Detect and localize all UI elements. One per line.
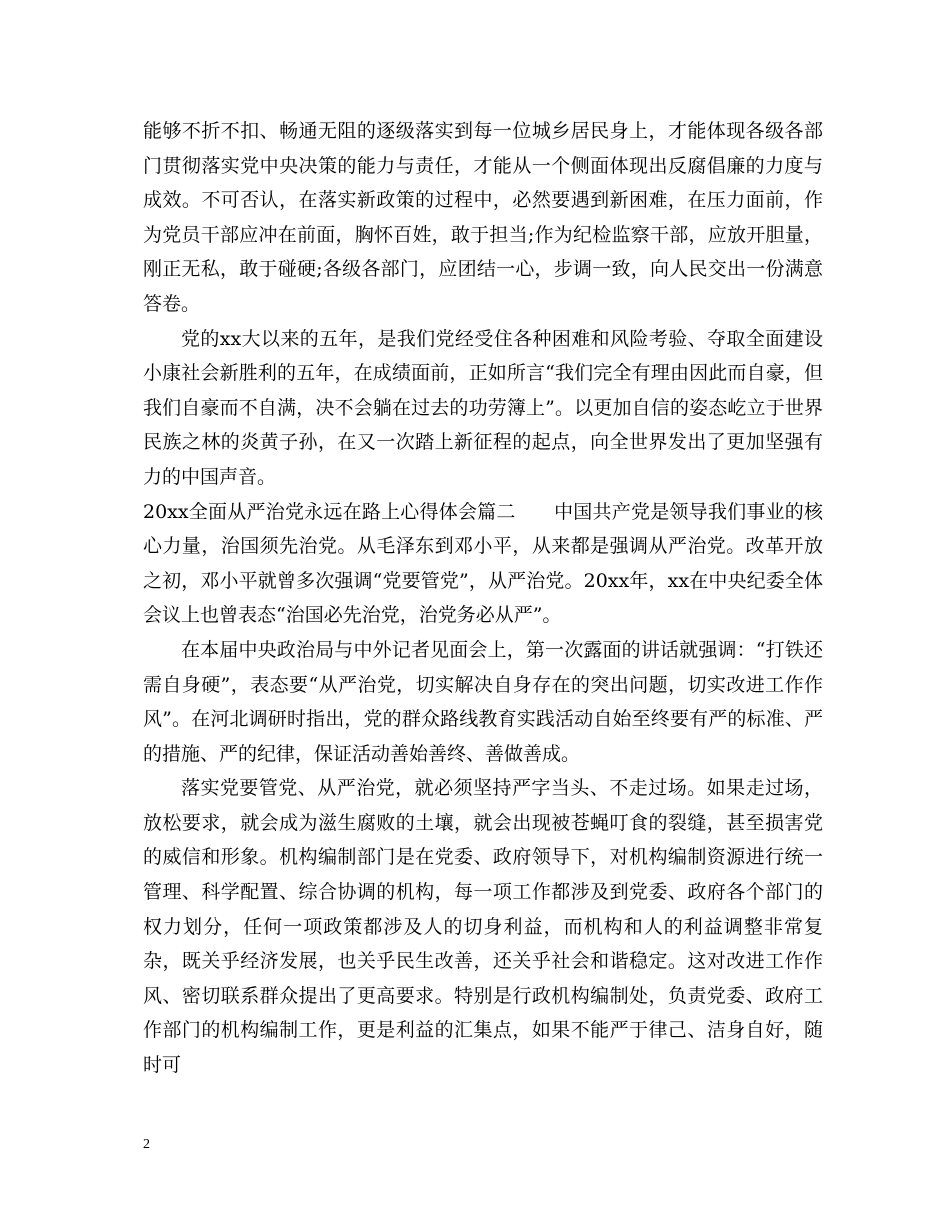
paragraph-2: 党的xx大以来的五年，是我们党经受住各种困难和风险考验、夺取全面建设小康社会新胜利的五年，在成绩面前，正如所言“我们完全有理由因此而自豪，但我们自豪而不自满，决不会躺在过去的功劳簿上”。以更加自信的姿态屹立于世界民族之林的炎黄子孙，在又一次踏上新征程的起点，向全世界发出了更加坚强有力的中国声音。 xyxy=(143,327,823,488)
paragraph-4: 在本届中央政治局与中外记者见面会上，第一次露面的讲话就强调：“打铁还需自身硬”，表态要“从严治党，切实解决自身存在的突出问题，切实改进工作作风”。在河北调研时指出，党的群众路线教育实践活动自始至终要有严的标准、严的措施、严的纪律，保证活动善始善终、善做善成。 xyxy=(143,638,823,765)
document-body xyxy=(143,114,823,1083)
paragraph-1: 能够不折不扣、畅通无阻的逐级落实到每一位城乡居民身上，才能体现各级各部门贯彻落实党中央决策的能力与责任，才能从一个侧面体现出反腐倡廉的力度与成效。不可否认，在落实新政策的过程中，必然要遇到新困难，在压力面前，作为党员干部应冲在前面，胸怀百姓，敢于担当;作为纪检监察干部，应放开胆量，刚正无私，敢于碰硬;各级各部门，应团结一心，步调一致，向人民交出一份满意答卷。 xyxy=(143,120,823,315)
paragraph-5: 落实党要管党、从严治党，就必须坚持严字当头、不走过场。如果走过场，放松要求，就会成为滋生腐败的土壤，就会出现被苍蝇叮食的裂缝，甚至损害党的威信和形象。机构编制部门是在党委、政府领导下，对机构编制资源进行统一管理、科学配置、综合协调的机构，每一项工作都涉及到党委、政府各个部门的权力划分，任何一项政策都涉及人的切身利益，而机构和人的利益调整非常复杂，既关乎经济发展，也关乎民生改善，还关乎社会和谐稳定。这对改进工作作风、密切联系群众提出了更高要求。特别是行政机构编制处，负责党委、政府工作部门的机构编制工作，更是利益的汇集点，如果不能严于律己、洁身自好，随时可 xyxy=(143,777,823,1077)
page-number: 2 xyxy=(143,1137,150,1152)
paragraph-3-section-heading: 20xx全面从严治党永远在路上心得体会篇二 中国共产党是领导我们事业的核心力量，治国须先治党。从毛泽东到邓小平，从来都是强调从严治党。改革开放之初，邓小平就曾多次强调“党要管党”，从严治党。20xx年，xx在中央纪委全体会议上也曾表态“治国必先治党，治党务必从严”。 xyxy=(143,500,823,627)
